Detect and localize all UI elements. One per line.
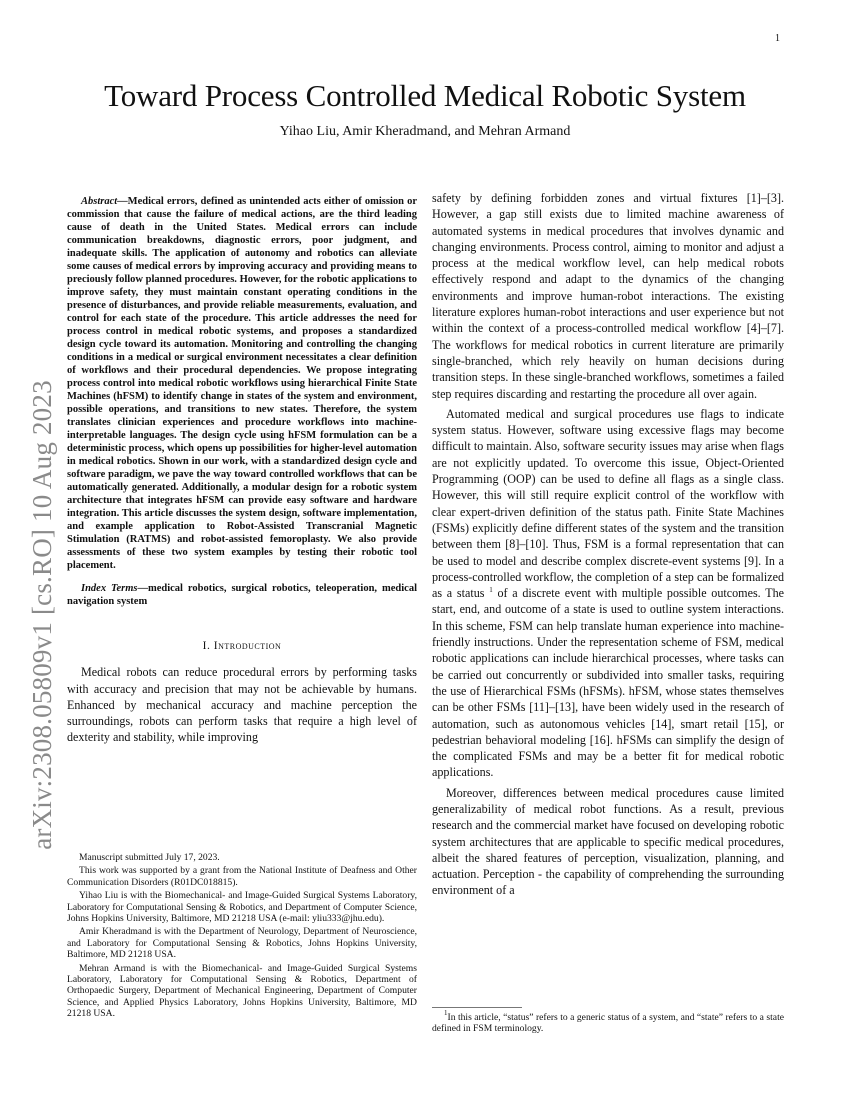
footnote-author-armand: Mehran Armand is with the Biomechanical- and Image-Guided Surgical Systems Laboratory, Laboratory for Computational Sensing & Robotics, Department of Orthopaedic Surgery, Department of Mechanical Engineering, Department of Computer Science, and Applied Physics Laboratory, Johns Hopkins University, Baltimore, MD 21218 USA. (67, 962, 417, 1020)
left-column (67, 190, 417, 746)
intro-paragraph-1: Medical robots can reduce procedural errors by performing tasks with accuracy and precision that may not be achievable by humans. Enhanced by mechanical accuracy and machine perception the surroundings, robots can perform tasks that require a high level of dexterity and stability, while improving (67, 665, 417, 745)
footnote-author-liu: Yihao Liu is with the Biomechanical- and Image-Guided Surgical Systems Laboratory, Laboratory for Computational Sensing & Robotics, and Department of Computer Science, Johns Hopkins University, Baltimore, MD 21218 USA (e-mail: yliu333@jhu.edu). (67, 890, 417, 925)
author-list: Yihao Liu, Amir Kheradmand, and Mehran Armand (279, 124, 571, 139)
index-terms-label: Index Terms (81, 583, 138, 594)
right-column (432, 190, 784, 899)
intro-paragraph-generalizability: Moreover, differences between medical procedures cause limited generalizability of medical robot functions. As a result, previous research and the commercial market have focused on developing robotic system architectures that are applicable to specific medical procedures, albeit the shared features of perception, visualization, planning, and actuation. Perception - the capability of comprehending the surrounding environment of a (432, 785, 784, 898)
abstract-text: —Medical errors, defined as unintended acts either of omission or commission that cause the failure of medical actions, are the third leading cause of death in the United States. Medical errors can include communication breakdowns, diagnostic errors, poor judgment, and inadequate skills. The application of autonomy and robotics can alleviate some causes of medical errors by improving accuracy and providing means to preciously follow planned procedures. However, for the robotic applications to improve safety, they must maintain constant operating conditions in the presence of disturbances, and provide reliable measurements, evaluation, and control for each state of the procedure. This article addresses the need for process control in medical robotic systems, and proposes a standardized design cycle toward its automation. Monitoring and controlling the changing conditions in a medical or surgical environment necessitates a clear definition of workflows and their procedural dependencies. We propose integrating process control into medical robotic workflows using hierarchical Finite State Machines (hFSM) to identify change in states of the system and environment, possible operations, and transitions to new states. Therefore, the system translates clinician experiences and procedure workflows into machine-interpretable languages. The design cycle using hFSM formulation can be a deterministic process, which opens up possibilities for higher-level automation in medical robotics. Shown in our work, with a standardized design cycle and software paradigm, we pave the way toward controlled workflows that can be automatically generated. Additionally, a modular design for a robotic system architecture that integrates hFSM can provide easy software and hardware integration. This article discusses the system design, software implementation, and example application to Robot-Assisted Transcranial Magnetic Stimulation (RATMS) and robot-assisted femoroplasty. We also provide assessments of these two system examples by testing their robotic tool placement. (67, 196, 417, 571)
footnote-funding: This work was supported by a grant from the National Institute of Deafness and Other Communication Disorders (R01DC018815). (67, 865, 417, 888)
section-title: Introduction (213, 640, 282, 652)
arxiv-stamp: arXiv:2308.05809v1 [cs.RO] 10 Aug 2023 (27, 380, 57, 850)
status-footnote-text: In this article, “status” refers to a generic status of a system, and “state” refers to a state defined in FSM terminology. (432, 1012, 784, 1035)
author-footnotes (67, 852, 417, 1022)
abstract (67, 195, 417, 572)
section-heading (67, 638, 417, 654)
status-footnote (432, 1009, 784, 1035)
footnote-manuscript: Manuscript submitted July 17, 2023. (79, 852, 220, 863)
index-terms-text: —medical robotics, surgical robotics, teleoperation, medical navigation system (67, 583, 417, 607)
fsm-text-after: of a discrete event with multiple possible outcomes. The start, end, and outcome of a state is used to outline system interactions. In this scheme, FSM can help translate human experience into machine-friendly instructions. Under the representation scheme of FSM, medical robotic applications can include hierarchical processes, where tasks can be carried out concurrently or subdivided into smaller tasks, requiring the use of Hierarchical FSMs (hFSMs). hFSM, whose states themselves can be other FSMs [11]–[13], have been widely used in the research of automation, such as autonomous vehicles [14], smart retail [15], or pedestrian behavioral modeling [16]. hFSMs can simplify the design of the complicated FSMs and may be a better fit for medical robotic applications. (432, 586, 785, 780)
abstract-label: Abstract (81, 196, 118, 207)
index-terms (67, 582, 417, 608)
footnote-mark: 1 (444, 1009, 448, 1017)
paper-title: Toward Process Controlled Medical Robotic System (104, 78, 746, 113)
intro-paragraph-fsm (432, 406, 784, 781)
footnote-ref-1: 1 (489, 586, 493, 595)
fsm-text-before: Automated medical and surgical procedures use flags to indicate system status. However, software using excessive flags may become difficult to maintain. Also, software security issues may arise when flags are not explicitly updated. To overcome this issue, Object-Oriented Programming (OOP) can be used to define all flags as a single class. However, this will still require explicit control of the workflow with clear expert-driven definition of the status path. Finite State Machines (FSMs) explicitly define different states of the system and the transition between them [8]–[10]. Thus, FSM is a formal representation that can be used to model and describe complex discrete-event systems [9]. In a process-controlled workflow, the completion of a step can be formalized as a status (432, 406, 784, 601)
section-numeral: I. (202, 640, 211, 652)
intro-paragraph-continued: safety by defining forbidden zones and virtual fixtures [1]–[3]. However, a gap still exists due to limited machine awareness of automated systems in medical procedures that involves dynamic and changing environments. Process control, aiming to monitor and adjust a process at the medical workflow level, can help medical robots effectively respond and adapt to the dynamics of the changing environments and improve human-robot interactions. The existing literature explores human-robot interactions and user experience but not within the context of a process-controlled medical workflow [4]–[7]. The workflows for medical robotics in current literature are primarily single-branched, which rely heavily on human decisions during transition steps. In these single-branched workflows, sometimes a failed step requires discarding and restarting the procedure all over again. (432, 191, 784, 401)
footnote-author-kheradmand: Amir Kheradmand is with the Department of Neurology, Department of Neuroscience, and Laboratory for Computational Sensing & Robotics, Johns Hopkins University, Baltimore, MD 21218 USA. (67, 926, 417, 961)
footnote-divider (432, 1007, 522, 1008)
page-number: 1 (775, 33, 780, 44)
